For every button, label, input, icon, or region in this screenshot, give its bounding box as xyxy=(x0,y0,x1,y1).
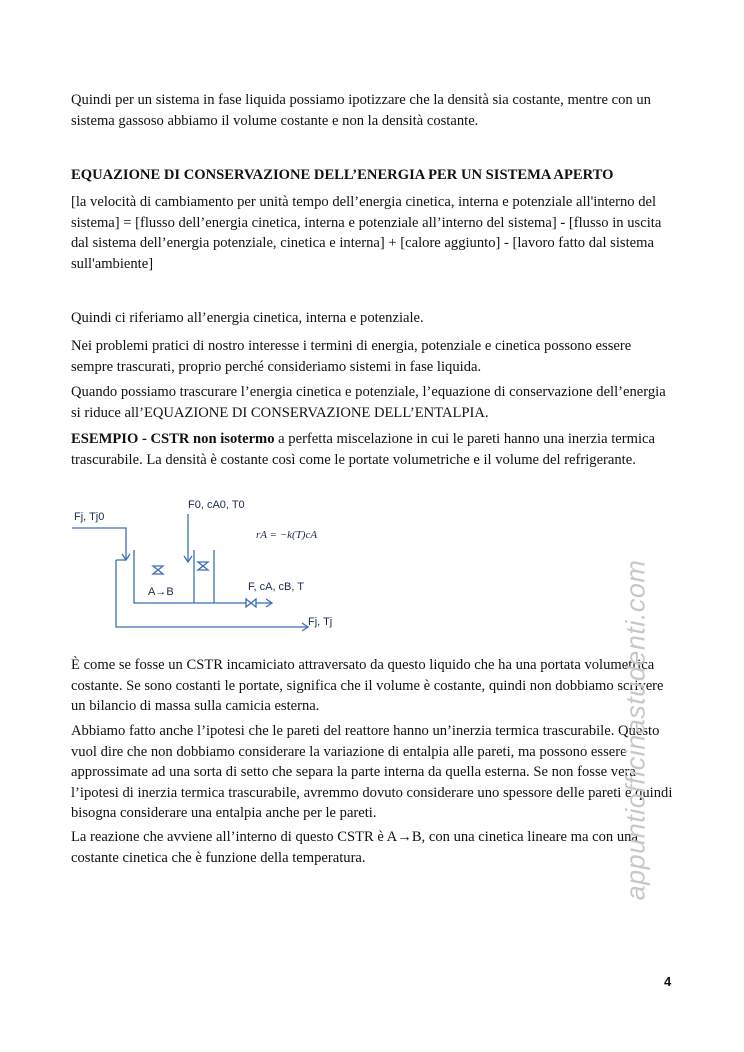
paragraph-jacketed-cstr: È come se fosse un CSTR incamiciato attraversato da questo liquido che ha una portata volumetrica costante. Se sono costanti le portate, significa che il volume è costante, quindi non dobbiamo scrivere un bilancio di massa sulla camicia esterna. xyxy=(71,657,664,714)
cstr-diagram xyxy=(60,490,360,640)
example-text: a perfetta miscelazione in cui le pareti hanno una inerzia termica trascurabile. La densità è costante così come le portate volumetriche e il volume del refrigerante. xyxy=(71,431,655,468)
paragraph-reaction: La reazione che avviene all’interno di questo CSTR è A→B, con una cinetica lineare ma con una costante cinetica che è funzione della temperatura. xyxy=(71,829,638,866)
feed-inlet-label: F0, cA0, T0 xyxy=(188,499,245,511)
paragraph-energy-types: Quindi ci riferiamo all’energia cinetica, interna e potenziale. xyxy=(71,310,424,326)
paragraph-example xyxy=(71,429,675,470)
outlet-label: F, cA, cB, T xyxy=(248,581,305,593)
paragraph-wall-inertia: Abbiamo fatto anche l’ipotesi che le pareti del reattore hanno un’inerzia termica trascurabile. Questo vuol dire che non dobbiamo considerare la variazione di entalpia alle pareti, ma possono essere approssimate ad una sorta di setto che separa la parte interna da quella esterna. Se non fosse vera l’ipotesi di inerzia termica trascurabile, avremmo dovuto considerare uno spessore delle pareti e quindi bisogna considerare una entalpia anche per le pareti. xyxy=(71,723,673,821)
jacket-outlet-label: Fj, Tj xyxy=(308,616,333,628)
jacket-inlet-label: Fj, Tj0 xyxy=(74,511,105,523)
paragraph-practical-problems: Nei problemi pratici di nostro interesse i termini di energia, potenziale e cinetica possono essere sempre trascurati, proprio perché consideriamo sistemi in fase liquida. xyxy=(71,338,632,375)
reaction-label: A→B xyxy=(148,586,174,598)
paragraph-density: Quindi per un sistema in fase liquida possiamo ipotizzare che la densità sia costante, mentre con un sistema gassoso abbiamo il volume costante e non la densità costante. xyxy=(71,92,651,129)
section-heading: EQUAZIONE DI CONSERVAZIONE DELL’ENERGIA PER UN SISTEMA APERTO xyxy=(71,167,614,183)
rate-law-label: rA = −k(T)cA xyxy=(256,529,318,541)
paragraph-enthalpy: Quando possiamo trascurare l’energia cinetica e potenziale, l’equazione di conservazione dell’energia si riduce all’EQUAZIONE DI CONSERVAZIONE DELL’ENTALPIA. xyxy=(71,384,666,421)
watermark-text: appuntiofficinastudenti.com xyxy=(620,559,651,901)
example-title: ESEMPIO - CSTR non isotermo xyxy=(71,431,275,447)
page-number: 4 xyxy=(664,974,672,989)
paragraph-energy-balance: [la velocità di cambiamento per unità tempo dell’energia cinetica, interna e potenziale all'interno del sistema] = [flusso dell’energia cinetica, interna e potenziale all’interno del sistema] - [flusso in uscita dal sistema dell’energia potenziale, cinetica e interna] + [calore aggiunto] - [lavoro fatto dal sistema sull'ambiente] xyxy=(71,194,662,272)
watermark xyxy=(616,540,656,920)
